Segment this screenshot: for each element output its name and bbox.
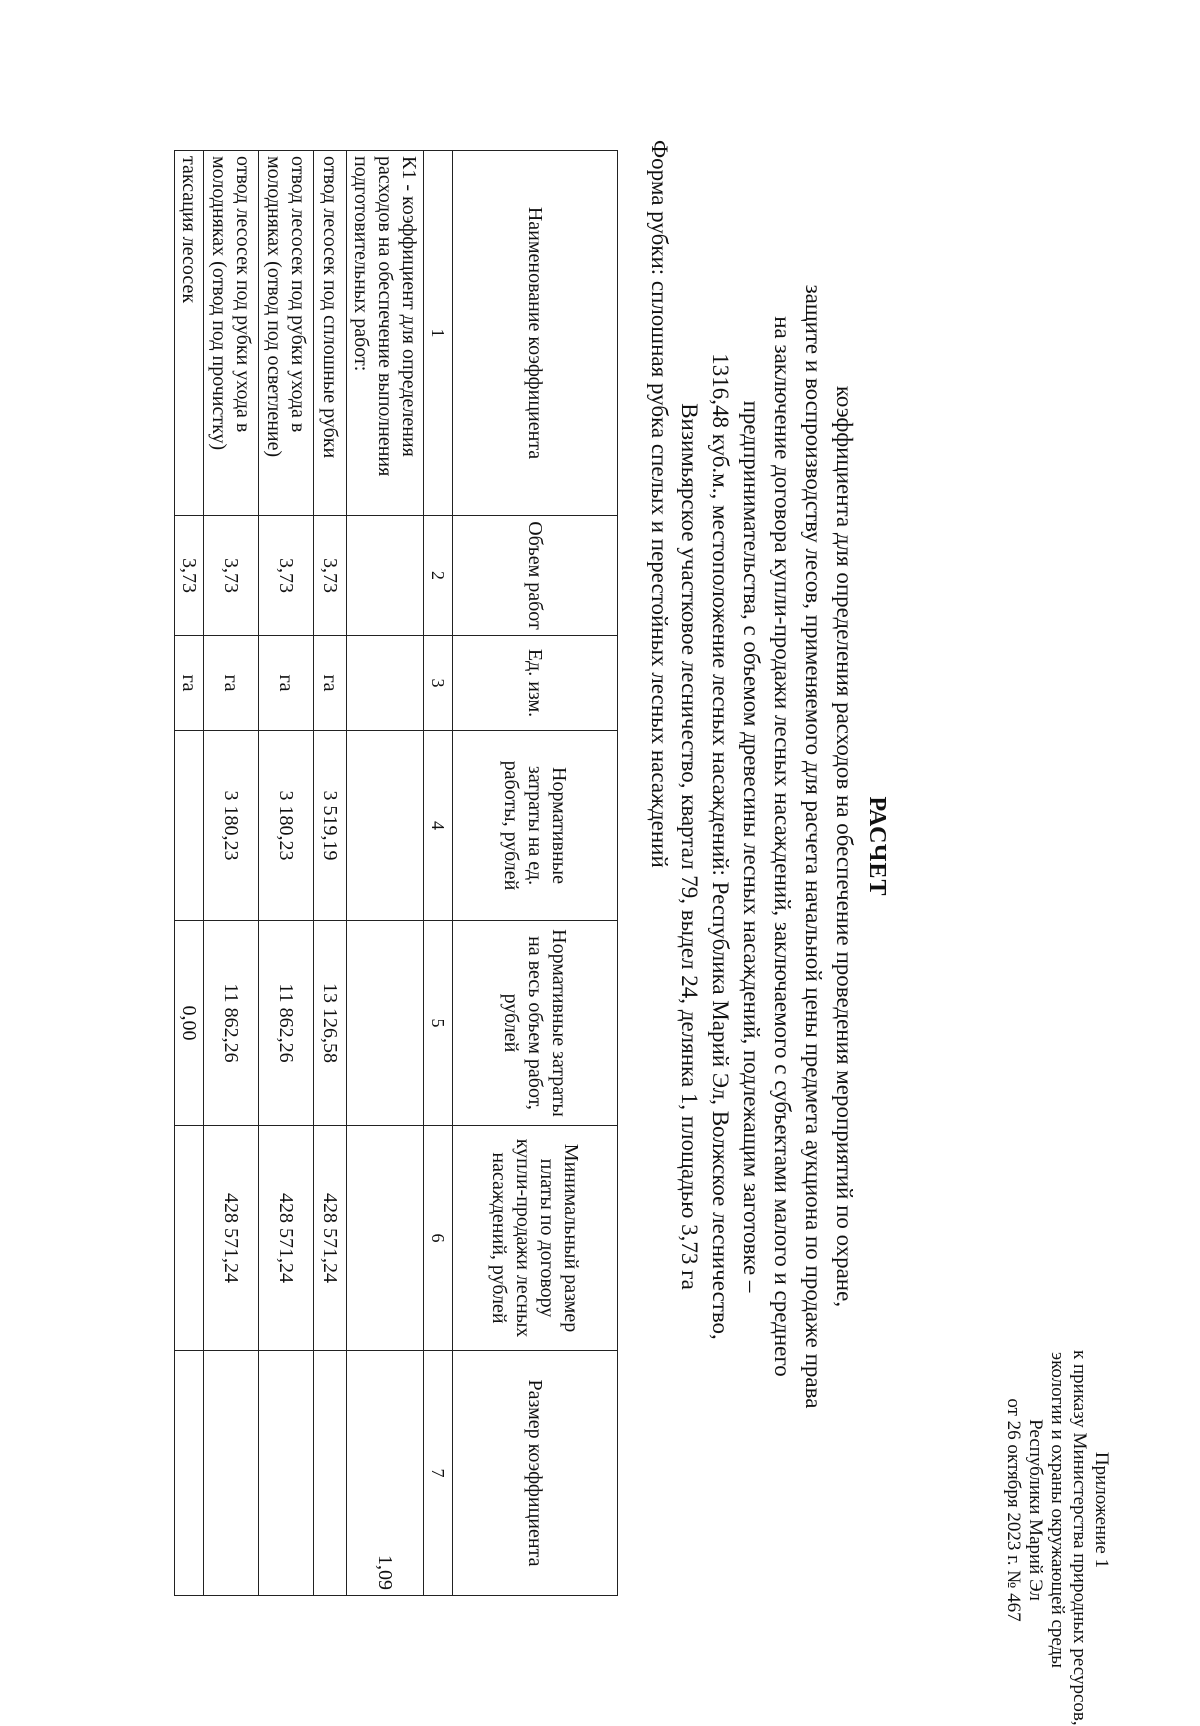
k1-coefficient-value: 1,09 [347, 1351, 424, 1596]
k1-name: К1 - коэффициент для определения расходов на обеспечение выполнения подготовительных работ: [347, 151, 424, 516]
empty-cell [204, 1351, 259, 1596]
table-row [204, 151, 259, 1596]
header-unit-cost: Нормативные затраты на ед. работы, рублей [453, 731, 618, 921]
header-coefficient-value: Размер коэффициента [453, 1351, 618, 1596]
row-volume: 3,73 [259, 516, 314, 636]
row-total-cost: 11 862,26 [204, 921, 259, 1126]
table-row [175, 151, 204, 1596]
row-name: отвод лесосек под рубки ухода в молодняках (отвод под осветление) [259, 151, 314, 516]
column-number: 2 [424, 516, 453, 636]
row-volume: 3,73 [175, 516, 204, 636]
column-number: 3 [424, 636, 453, 731]
table-row [259, 151, 314, 1596]
row-min-payment: 428 571,24 [259, 1126, 314, 1351]
appendix-line: Республики Марий Эл [1025, 1419, 1046, 1601]
empty-cell [347, 1126, 424, 1351]
appendix-line: Приложение 1 [1091, 1451, 1112, 1569]
subtitle-line: Визимьярское участковое лесничество, квартал 79, выдел 24, делянка 1, площадью 3,73 га [677, 403, 702, 1290]
appendix-line: экологии и охраны окружающей среды [1047, 1351, 1068, 1669]
row-name: таксация лесосек [175, 151, 204, 516]
row-volume: 3,73 [204, 516, 259, 636]
row-total-cost: 11 862,26 [259, 921, 314, 1126]
column-number: 7 [424, 1351, 453, 1596]
appendix-block [1002, 1350, 1112, 1726]
header-work-volume: Объем работ [453, 516, 618, 636]
row-volume: 3,73 [314, 516, 347, 636]
empty-cell [347, 636, 424, 731]
header-unit: Ед. изм. [453, 636, 618, 731]
empty-cell [314, 1351, 347, 1596]
row-total-cost: 0,00 [175, 921, 204, 1126]
row-unit-cost: 3 519,19 [314, 731, 347, 921]
row-min-payment: 428 571,24 [204, 1126, 259, 1351]
table-header-row [453, 151, 618, 1596]
column-number: 6 [424, 1126, 453, 1351]
subtitle-line: 1316,48 куб.м., местоположение лесных насаждений: Республика Марий Эл, Волжское лесничество, [708, 353, 733, 1340]
row-name: отвод лесосек под сплошные рубки [314, 151, 347, 516]
header-total-cost: Нормативные затраты на весь объем работ, рублей [453, 921, 618, 1126]
calculation-table [174, 150, 618, 1596]
subtitle-line: предпринимательства, с объемом древесины лесных насаждений, подлежащим заготовке – [739, 400, 764, 1293]
subtitle-line: защите и воспроизводству лесов, применяемого для расчета начальной цены предмета аукциона по продаже права [801, 284, 826, 1409]
row-unit: га [314, 636, 347, 731]
appendix-line: к приказу Министерства природных ресурсов, [1069, 1350, 1090, 1726]
row-unit: га [259, 636, 314, 731]
empty-cell [175, 1351, 204, 1596]
subtitle-line: коэффициента для определения расходов на обеспечение проведения мероприятий по охране, [832, 385, 857, 1308]
empty-cell [259, 1351, 314, 1596]
appendix-line: от 26 октября 2023 г. № 467 [1003, 1398, 1024, 1622]
header-min-payment: Минимальный размер платы по договору купли-продажи лесных насаждений, рублей [453, 1126, 618, 1351]
empty-cell [347, 921, 424, 1126]
row-unit-cost: 3 180,23 [259, 731, 314, 921]
row-min-payment [175, 1126, 204, 1351]
column-number: 4 [424, 731, 453, 921]
table-row-k1 [347, 151, 424, 1596]
row-unit-cost: 3 180,23 [204, 731, 259, 921]
document-subtitle [674, 140, 860, 1553]
row-min-payment: 428 571,24 [314, 1126, 347, 1351]
header-coefficient-name: Наименование коэффициента [453, 151, 618, 516]
column-number-row [424, 151, 453, 1596]
subtitle-line: на заключение договора купли-продажи лесных насаждений, заключаемого с субъектами малого и среднего [770, 316, 795, 1377]
document-title: РАСЧЕТ [864, 796, 890, 897]
column-number: 5 [424, 921, 453, 1126]
row-unit: га [204, 636, 259, 731]
column-number: 1 [424, 151, 453, 516]
row-unit: га [175, 636, 204, 731]
row-unit-cost [175, 731, 204, 921]
empty-cell [347, 731, 424, 921]
empty-cell [347, 516, 424, 636]
felling-form: Форма рубки: сплошная рубка спелых и перестойных лесных насаждений [647, 140, 672, 868]
row-name: отвод лесосек под рубки ухода в молодняках (отвод под прочистку) [204, 151, 259, 516]
row-total-cost: 13 126,58 [314, 921, 347, 1126]
table-row [314, 151, 347, 1596]
